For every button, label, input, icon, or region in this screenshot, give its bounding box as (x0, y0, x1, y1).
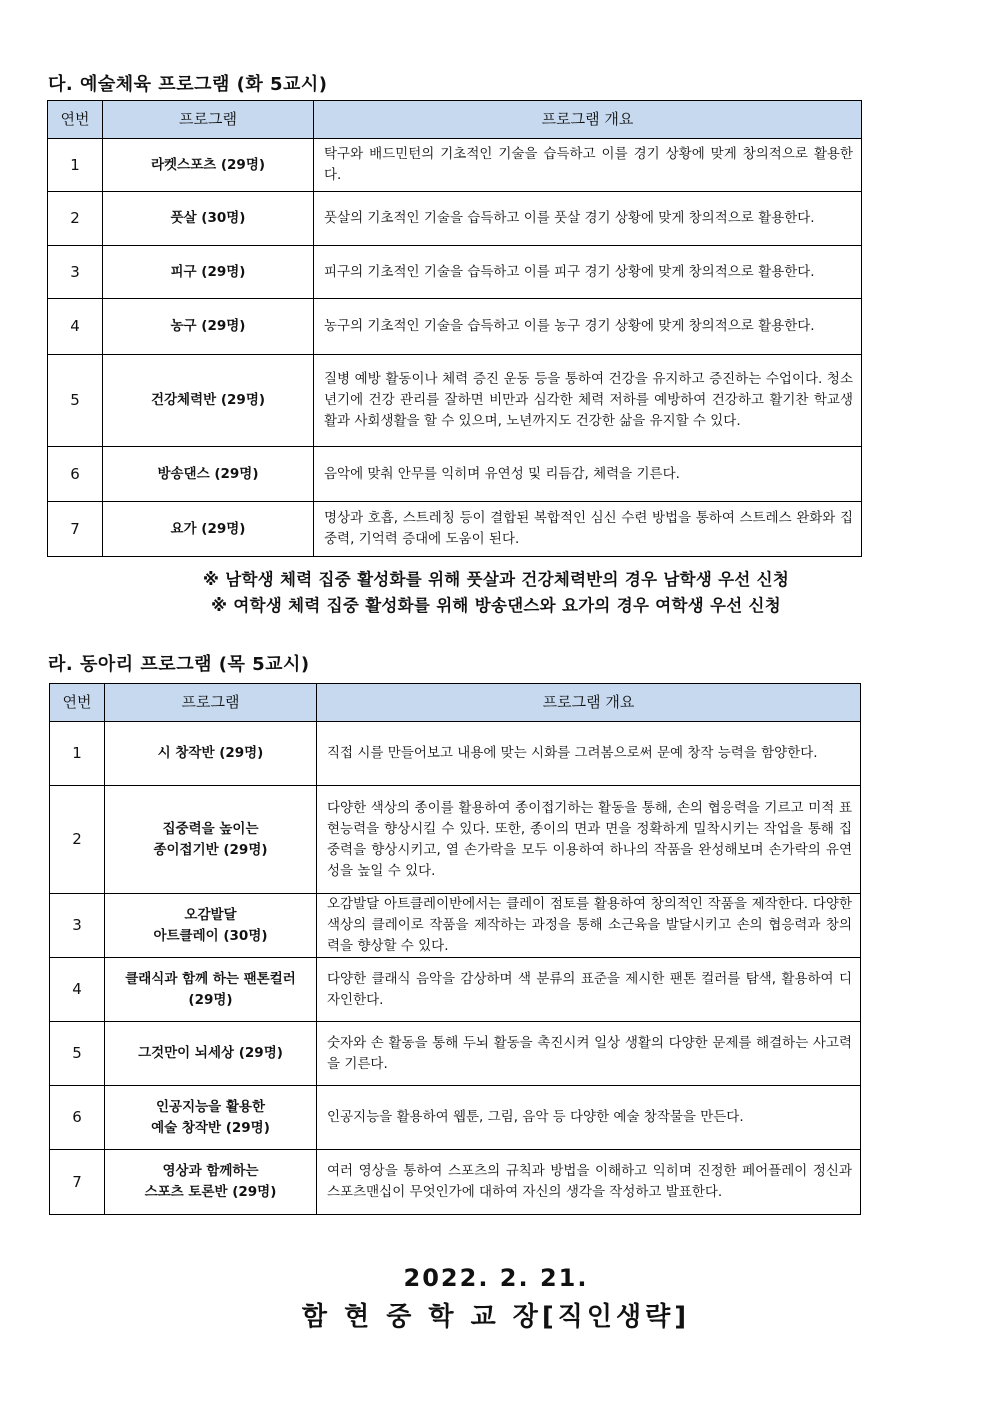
table-row (48, 447, 862, 502)
program-name-line2: 예술 창작반 (29명) (151, 1119, 270, 1136)
program-name-line1: 오감발달 (184, 906, 237, 923)
program-description: 피구의 기초적인 기술을 습득하고 이를 피구 경기 상황에 맞게 창의적으로 활용한다. (314, 246, 862, 299)
note-girls-priority: ※ 여학생 체력 집중 활성화를 위해 방송댄스와 요가의 경우 여학생 우선 신청 (211, 596, 781, 615)
document-date: 2022. 2. 21. (403, 1264, 589, 1292)
header-number: 연번 (50, 684, 105, 722)
table-header-row (48, 101, 862, 139)
club-table (49, 683, 861, 1215)
table-row (48, 139, 862, 192)
program-name: 건강체력반 (29명) (103, 355, 314, 447)
table-row (50, 958, 861, 1022)
header-summary: 프로그램 개요 (314, 101, 862, 139)
program-description: 오감발달 아트클레이반에서는 클레이 점토를 활용하여 창의적인 작품을 제작한다. 다양한 색상의 클레이로 작품을 제작하는 과정을 통해 소근육을 발달시키고 손의 협응력과 창의력을 향상할 수 있다. (317, 894, 861, 958)
row-number: 2 (50, 786, 105, 894)
program-name-line2: 스포츠 토론반 (29명) (144, 1184, 277, 1200)
table-row (48, 192, 862, 246)
header-number: 연번 (48, 101, 103, 139)
table-row (50, 1086, 861, 1150)
table-row (50, 1150, 861, 1215)
program-name-line1: 클래식과 함께 하는 팬톤컬러 (125, 970, 296, 987)
row-number: 2 (48, 192, 103, 246)
program-name (105, 958, 317, 1022)
program-description: 탁구와 배드민턴의 기초적인 기술을 습득하고 이를 경기 상황에 맞게 창의적으로 활용한다. (314, 139, 862, 192)
header-program: 프로그램 (103, 101, 314, 139)
table-row (48, 299, 862, 355)
program-name: 농구 (29명) (103, 299, 314, 355)
program-description: 직접 시를 만들어보고 내용에 맞는 시화를 그려봄으로써 문예 창작 능력을 함양한다. (317, 722, 861, 786)
row-number: 5 (50, 1022, 105, 1086)
table-row (50, 1022, 861, 1086)
program-description: 여러 영상을 통하여 스포츠의 규칙과 방법을 이해하고 익히며 진정한 페어플레이 정신과 스포츠맨십이 무엇인가에 대하여 자신의 생각을 작성하고 발표한다. (317, 1150, 861, 1215)
program-name-line1: 시 창작반 (29명) (157, 745, 264, 761)
arts-sports-table (47, 100, 862, 557)
program-name-line2: 종이접기반 (29명) (153, 841, 268, 858)
program-description: 질병 예방 활동이나 체력 증진 운동 등을 통하여 건강을 유지하고 증진하는 수업이다. 청소년기에 건강 관리를 잘하면 비만과 심각한 체력 저하를 예방하여 건강하고 활기찬 학교생활과 사회생활을 할 수 있으며, 노년까지도 건강한 삶을 유지할 수 있다. (314, 355, 862, 447)
program-description: 인공지능을 활용하여 웹툰, 그림, 음악 등 다양한 예술 창작물을 만든다. (317, 1086, 861, 1150)
table-row (50, 894, 861, 958)
school-principal-signature-line: 함 현 중 학 교 장[직인생략] (301, 1302, 691, 1332)
program-name-line1: 영상과 함께하는 (162, 1163, 259, 1179)
program-description: 농구의 기초적인 기술을 습득하고 이를 농구 경기 상황에 맞게 창의적으로 활용한다. (314, 299, 862, 355)
program-name-line1: 그것만이 뇌세상 (29명) (138, 1045, 283, 1061)
header-summary: 프로그램 개요 (317, 684, 861, 722)
section-title-arts-sports: 다. 예술체육 프로그램 (화 5교시) (48, 74, 328, 95)
row-number: 7 (48, 502, 103, 557)
row-number: 4 (48, 299, 103, 355)
row-number: 1 (48, 139, 103, 192)
program-description: 다양한 클래식 음악을 감상하며 색 분류의 표준을 제시한 팬톤 컬러를 탐색, 활용하여 디자인한다. (317, 958, 861, 1022)
section-title-clubs: 라. 동아리 프로그램 (목 5교시) (48, 654, 310, 675)
program-name: 라켓스포츠 (29명) (103, 139, 314, 192)
table-row (50, 722, 861, 786)
program-name (105, 1022, 317, 1086)
program-description: 다양한 색상의 종이를 활용하여 종이접기하는 활동을 통해, 손의 협응력을 기르고 미적 표현능력을 향상시킬 수 있다. 또한, 종이의 면과 면을 정확하게 밀착시키는 작업을 통해 집중력을 향상시키고, 열 손가락을 모두 이용하여 하나의 작품을 완성해보며 손가락의 유연성을 높일 수 있다. (317, 786, 861, 894)
program-description: 명상과 호흡, 스트레칭 등이 결합된 복합적인 심신 수련 방법을 통하여 스트레스 완화와 집중력, 기억력 증대에 도움이 된다. (314, 502, 862, 557)
row-number: 3 (50, 894, 105, 958)
program-description: 숫자와 손 활동을 통해 두뇌 활동을 촉진시켜 일상 생활의 다양한 문제를 해결하는 사고력을 기른다. (317, 1022, 861, 1086)
header-program: 프로그램 (105, 684, 317, 722)
program-name (105, 1150, 317, 1215)
program-name: 요가 (29명) (103, 502, 314, 557)
program-name: 풋살 (30명) (103, 192, 314, 246)
row-number: 4 (50, 958, 105, 1022)
row-number: 6 (48, 447, 103, 502)
table-row (48, 355, 862, 447)
program-name (105, 894, 317, 958)
row-number: 6 (50, 1086, 105, 1150)
row-number: 5 (48, 355, 103, 447)
program-name-line2: 아트클레이 (30명) (153, 927, 268, 944)
program-name-line2: (29명) (188, 991, 233, 1008)
program-name: 방송댄스 (29명) (103, 447, 314, 502)
program-description: 풋살의 기초적인 기술을 습득하고 이를 풋살 경기 상황에 맞게 창의적으로 활용한다. (314, 192, 862, 246)
program-name: 피구 (29명) (103, 246, 314, 299)
program-description: 음악에 맞춰 안무를 익히며 유연성 및 리듬감, 체력을 기른다. (314, 447, 862, 502)
table-row (50, 786, 861, 894)
table-row (48, 502, 862, 557)
note-boys-priority: ※ 남학생 체력 집중 활성화를 위해 풋살과 건강체력반의 경우 남학생 우선 신청 (202, 570, 790, 589)
program-name-line1: 인공지능을 활용한 (155, 1098, 266, 1115)
program-name (105, 786, 317, 894)
program-name (105, 1086, 317, 1150)
row-number: 3 (48, 246, 103, 299)
program-name-line1: 집중력을 높이는 (162, 820, 259, 837)
row-number: 1 (50, 722, 105, 786)
table-row (48, 246, 862, 299)
row-number: 7 (50, 1150, 105, 1215)
table-header-row (50, 684, 861, 722)
program-name (105, 722, 317, 786)
